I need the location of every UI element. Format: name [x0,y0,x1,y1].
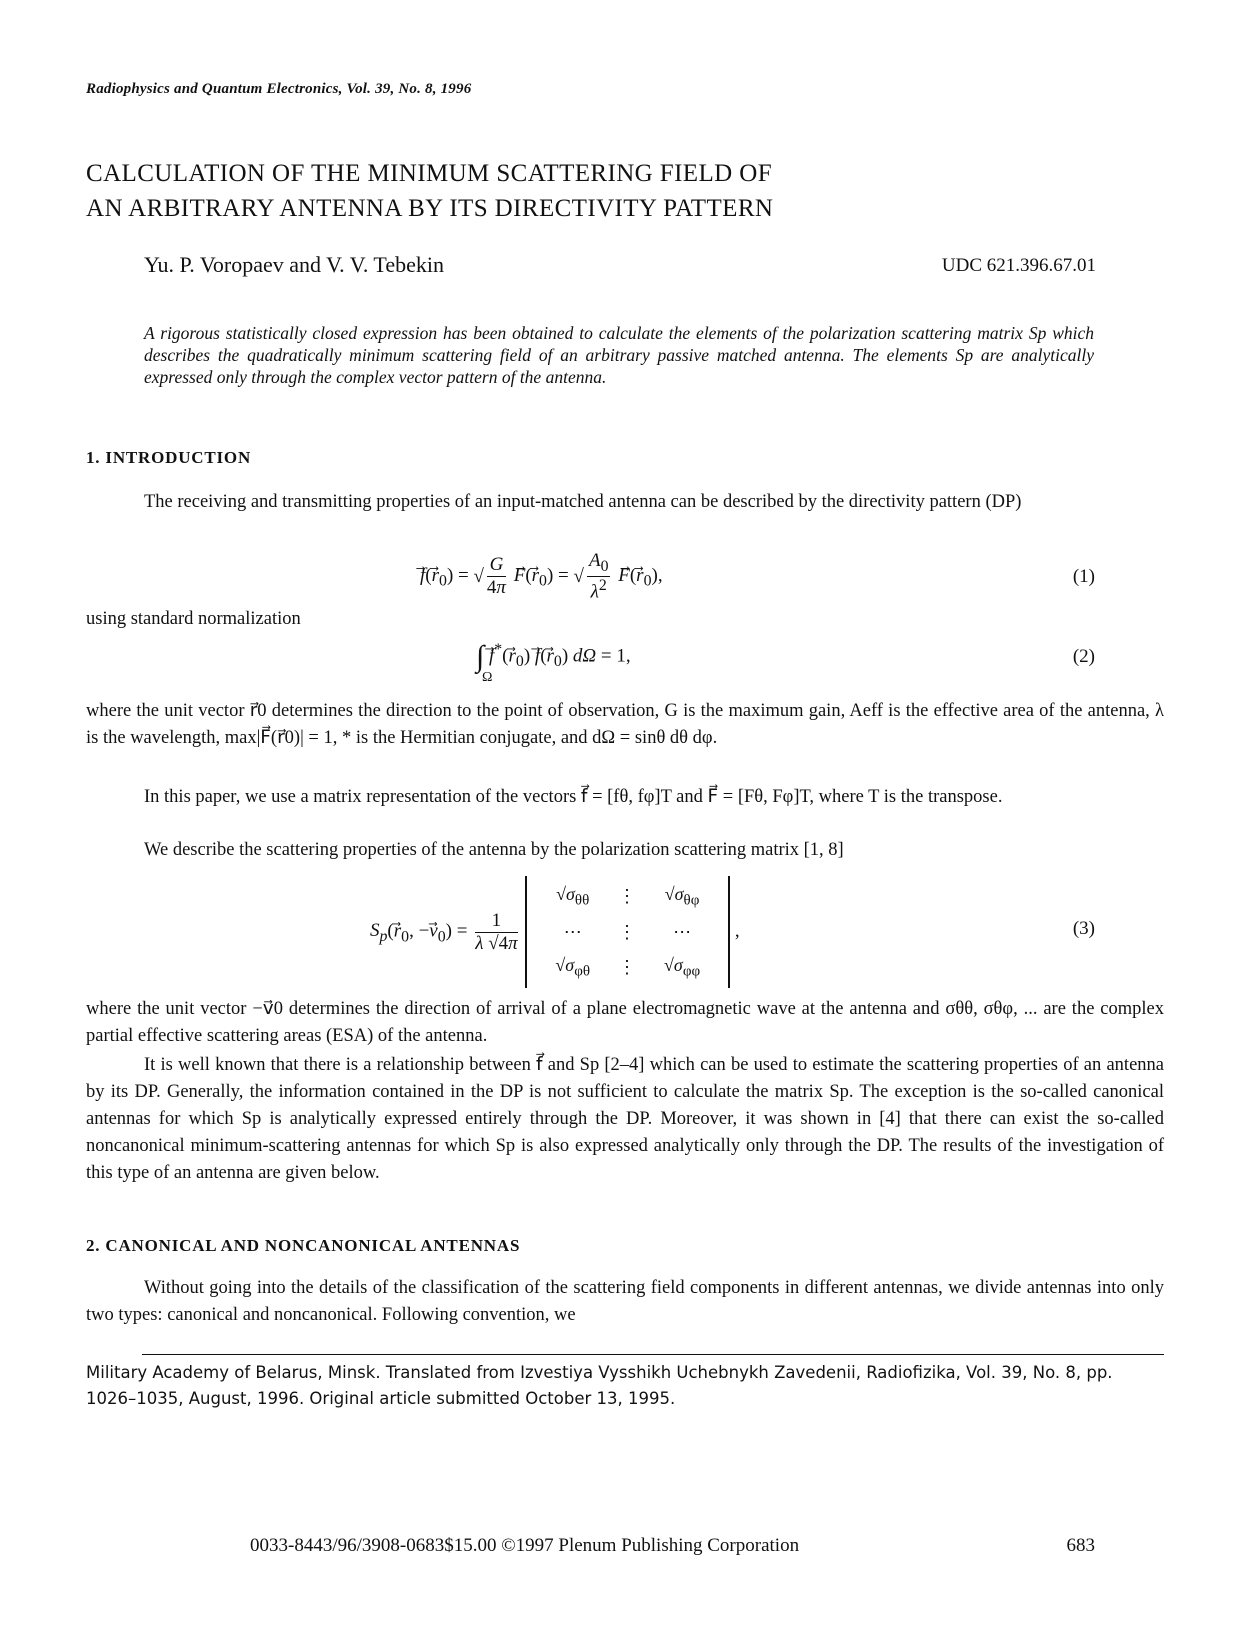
page-number: 683 [1066,1535,1095,1556]
paragraph-relationship: It is well known that there is a relationship between f⃗ and Sp [2–4] which can be used to estimate the scattering properties of an antenna by its DP. Generally, the information contained in the DP is not sufficient to calculate the matrix Sp. The exception is the so-called canonical antennas for which Sp is analytically expressed entirely through the DP. Moreover, it was shown in [4] that there can exist the so-called noncanonical minimum-scattering antennas for which Sp is also expressed analytically only through the DP. The results of the investigation of this type of an antenna are given below. [86,1055,1164,1183]
title-line-2: AN ARBITRARY ANTENNA BY ITS DIRECTIVITY PATTERN [86,195,774,222]
paragraph-scattering-matrix: We describe the scattering properties of the antenna by the polarization scattering matrix [1, 8] [144,840,844,860]
journal-header: Radiophysics and Quantum Electronics, Vol. 39, No. 8, 1996 [86,81,472,97]
equation-1-number: (1) [1072,566,1095,587]
equation-3: $S_p(r_0$, $-v_0$) = $\frac{1}{\lambda √4\pi}$ $√\sigma_{\theta\theta}$ ⋮ $√\sigma_{\theta\varphi}$ ⋯ ⋮ ⋯ $√\sigma_{\varphi\theta}$ ⋮ $√\sigma_{\varphi\varphi}$ , [370,876,740,988]
equation-2-number: (2) [1072,646,1095,667]
equation-2: ∫ $f^*(r_0)$ $f⃗(r_0) d\Omega = 1$, Ω [476,640,631,685]
paragraph-matrix-representation: In this paper, we use a matrix representation of the vectors f⃗ = [fθ, fφ]T and F⃗ = [Fθ, Fφ]T, where T is the transpose. [144,787,1003,807]
scattering-matrix: $√\sigma_{\theta\theta}$ ⋮ $√\sigma_{\theta\varphi}$ ⋯ ⋮ ⋯ $√\sigma_{\varphi\theta}$ ⋮ $√\sigma_{\varphi\varphi}$ [525,876,730,988]
equation-1: $f⃗(r_0)$ = √ $\frac{G}{4\pi}$ $F⃗(r_0)$ = √ $\frac{A_0}{\lambda^2}$ $F⃗(r_0)$, [420,550,663,603]
copyright-line: 0033-8443/96/3908-0683$15.00 ©1997 Plenum Publishing Corporation [250,1535,800,1556]
paragraph-dp-intro: The receiving and transmitting properties of an input-matched antenna can be described by the directivity pattern (DP) [144,492,1022,512]
authors: Yu. P. Voropaev and V. V. Tebekin [144,252,444,277]
paper-title [86,156,773,226]
footnote: Military Academy of Belarus, Minsk. Translated from Izvestiya Vysshikh Uchebnykh Zavedenii, Radiofizika, Vol. 39, No. 8, pp. 1026–1035, August, 1996. Original article submitted October 13, 1995. [86,1363,1113,1408]
udc-code: UDC 621.396.67.01 [941,255,1096,276]
section-heading-introduction: 1. INTRODUCTION [86,448,252,467]
paragraph-classification: Without going into the details of the classification of the scattering field components in different antennas, we divide antennas into only two types: canonical and noncanonical. Following convention, we [86,1278,1164,1325]
paragraph-normalization: using standard normalization [86,609,301,629]
paragraph-definitions: where the unit vector r⃗0 determines the direction to the point of observation, G is the maximum gain, Aeff is the effective area of the antenna, λ is the wavelength, max|F⃗(r⃗0)| = 1, * is the Hermitian conjugate, and dΩ = sinθ dθ dφ. [86,701,1164,748]
abstract: A rigorous statistically closed expression has been obtained to calculate the elements of the polarization scattering matrix Sp which describes the quadratically minimum scattering field of an arbitrary passive matched antenna. The elements Sp are analytically expressed only through the complex vector pattern of the antenna. [144,323,1094,387]
title-line-1: CALCULATION OF THE MINIMUM SCATTERING FIELD OF [86,160,773,187]
paragraph-unit-vector: where the unit vector −v⃗0 determines the direction of arrival of a plane electromagnetic wave at the antenna and σθθ, σθφ, ... are the complex partial effective scattering areas (ESA) of the antenna. [86,999,1164,1046]
footnote-divider [142,1354,1164,1355]
equation-3-number: (3) [1072,918,1095,939]
section-heading-canonical: 2. CANONICAL AND NONCANONICAL ANTENNAS [86,1236,521,1255]
